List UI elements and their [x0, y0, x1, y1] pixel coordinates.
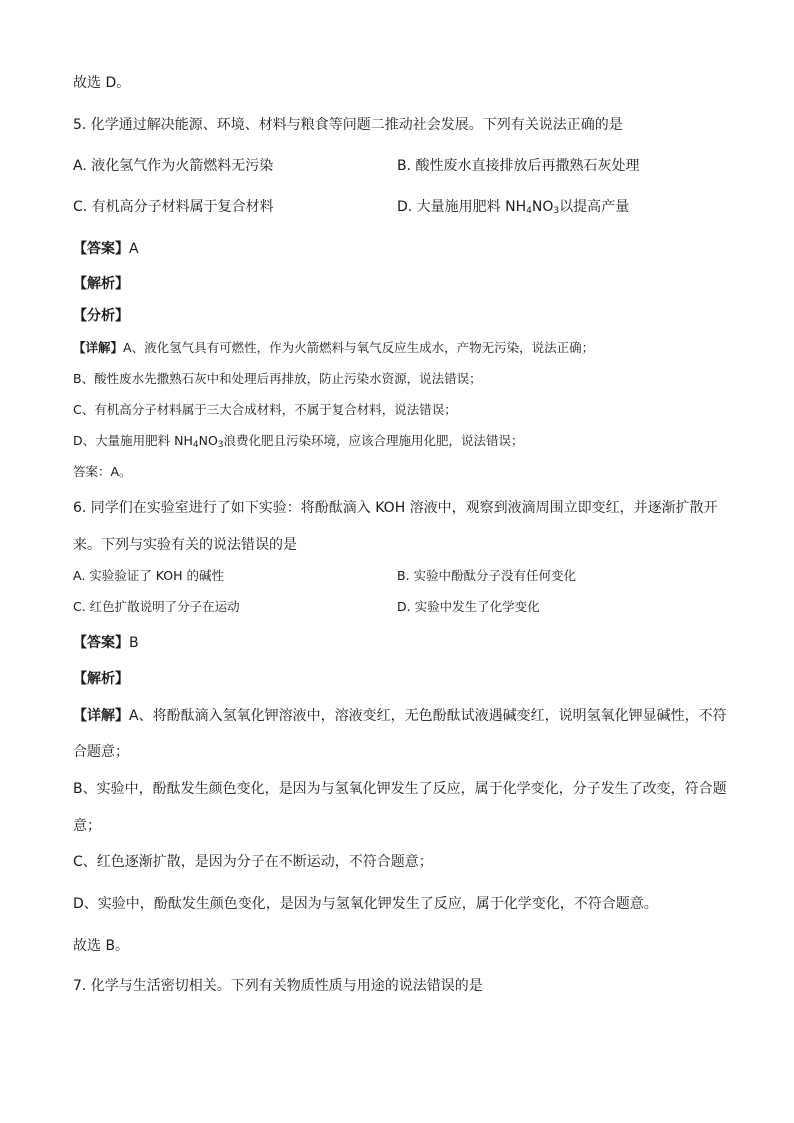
q6-answer: 【答案】B [73, 635, 139, 651]
q5-fenxi-heading: 【分析】 [73, 308, 129, 324]
q5-detail-c: C、有机高分子材料属于三大合成材料，不属于复合材料，说法错误； [73, 402, 457, 417]
q6-detail-a-line1: 【详解】A、将酚酞滴入氢氧化钾溶液中，溶液变红，无色酚酞试液遇碱变红，说明氢氧化钾显碱性，不符 [73, 708, 727, 724]
q5-analysis-heading: 【解析】 [73, 276, 129, 292]
q5-option-d: D. 大量施用肥料 $NH_4NO_3$以提高产量 [397, 199, 630, 216]
q7-stem: 7. 化学与生活密切相关。下列有关物质性质与用途的说法错误的是 [73, 978, 483, 994]
q5-option-c: C. 有机高分子材料属于复合材料 [73, 199, 274, 215]
q5-detail-d: D、大量施用肥料 $NH_4NO_3$浪费化肥且污染环境，应该合理施用化肥，说法错误； [73, 433, 524, 450]
q6-detail-c: C、红色逐渐扩散，是因为分子在不断运动，不符合题意； [73, 854, 433, 870]
q6-detail-b-line2: 意； [73, 818, 101, 834]
previous-conclusion: 故选 D。 [73, 75, 131, 91]
q5-option-a: A. 液化氢气作为火箭燃料无污染 [73, 158, 274, 174]
q6-detail-b-line1: B、实验中，酚酞发生颜色变化，是因为与氢氧化钾发生了反应，属于化学变化，分子发生了改变，符合题 [73, 781, 727, 797]
q6-detail-a-line2: 合题意； [73, 744, 129, 760]
q5-conclusion: 答案：A。 [73, 464, 132, 479]
q6-stem-line2: 来。下列与实验有关的说法错误的是 [73, 537, 297, 553]
q6-option-a: A. 实验验证了 KOH 的碱性 [73, 568, 224, 583]
q6-option-d: D. 实验中发生了化学变化 [397, 599, 540, 614]
q6-conclusion: 故选 B。 [73, 938, 130, 954]
q6-analysis-heading: 【解析】 [73, 671, 129, 687]
q6-detail-d: D、实验中，酚酞发生颜色变化，是因为与氢氧化钾发生了反应，属于化学变化，不符合题意。 [73, 896, 658, 912]
q5-option-b: B. 酸性废水直接排放后再撒熟石灰处理 [397, 158, 640, 174]
q5-detail-b: B、酸性废水先撒熟石灰中和处理后再排放，防止污染水资源，说法错误； [73, 371, 482, 386]
q5-answer: 【答案】A [73, 241, 139, 257]
q5-detail-a: 【详解】A、液化氢气具有可燃性，作为火箭燃料与氧气反应生成水，产物无污染，说法正确； [73, 340, 595, 355]
q5-stem: 5. 化学通过解决能源、环境、材料与粮食等问题二推动社会发展。下列有关说法正确的是 [73, 117, 623, 133]
q6-stem-line1: 6. 同学们在实验室进行了如下实验：将酚酞滴入 KOH 溶液中，观察到液滴周围立即变红，并逐渐扩散开 [73, 500, 718, 516]
q6-option-b: B. 实验中酚酞分子没有任何变化 [397, 568, 577, 583]
q6-option-c: C. 红色扩散说明了分子在运动 [73, 599, 240, 614]
